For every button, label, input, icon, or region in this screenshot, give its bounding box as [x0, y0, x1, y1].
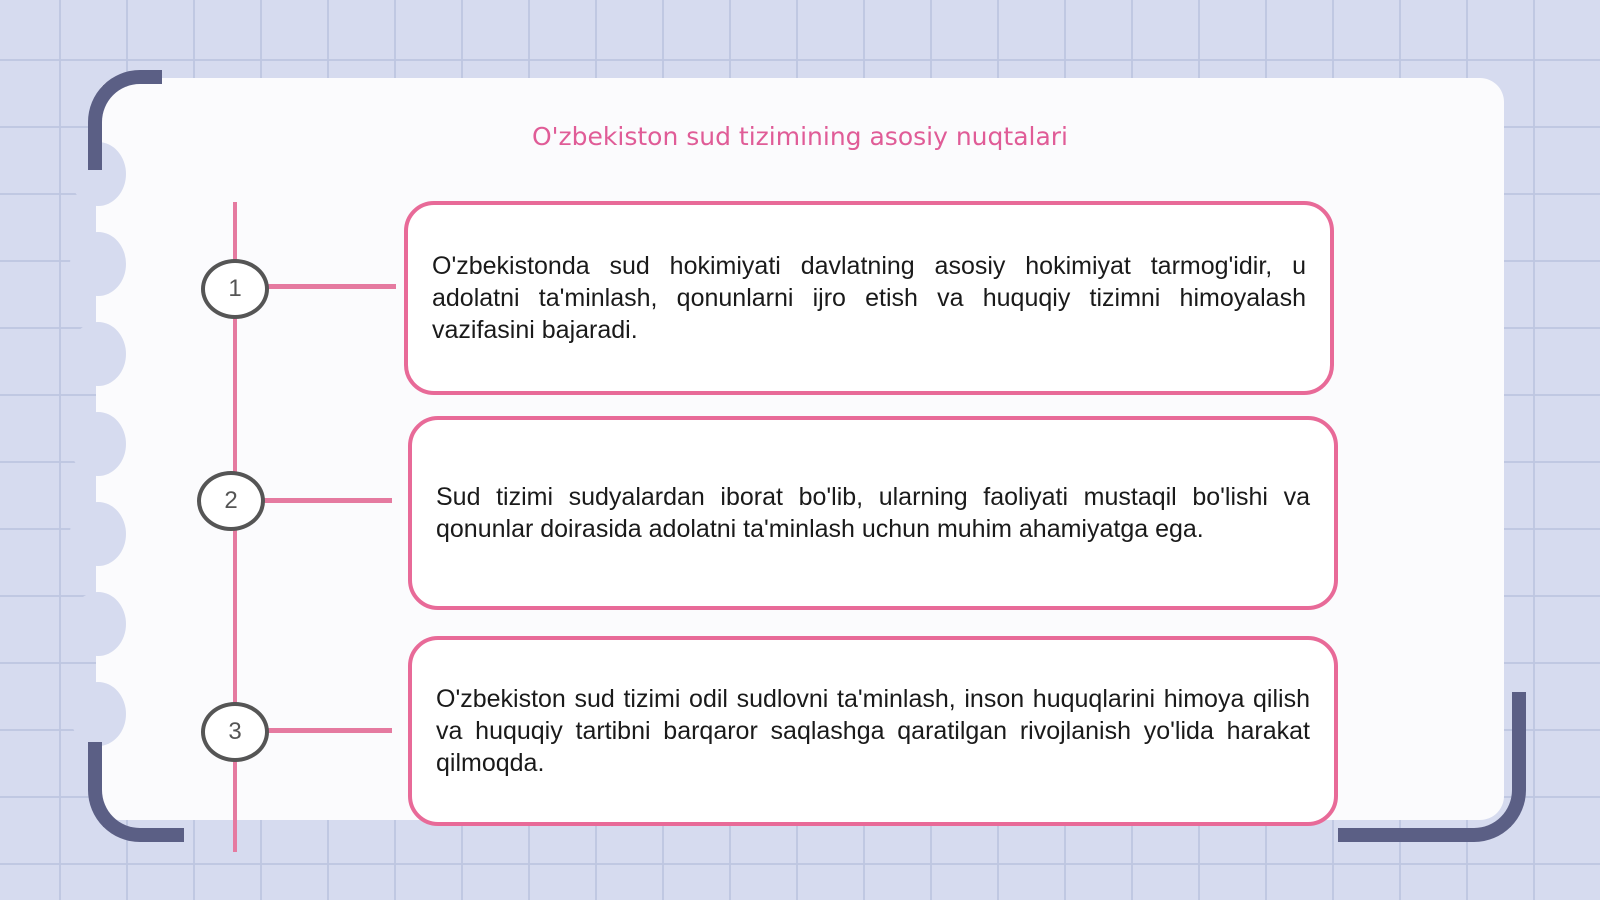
point-text-2: Sud tizimi sudyalardan iborat bo'lib, ularning faoliyati mustaqil bo'lishi va qonunlar doirasida adolatni ta'minlash uchun muhim ahamiyatga ega. [436, 483, 1310, 543]
step-number-3: 3 [201, 702, 269, 762]
point-card-2 [408, 416, 1338, 610]
corner-bracket-bottom-left [88, 742, 184, 842]
paper-scallop [70, 592, 126, 656]
paper-scallop [70, 502, 126, 566]
point-text-3: O'zbekiston sud tizimi odil sudlovni ta'minlash, inson huquqlarini himoya qilish va huquqiy tartibni barqaror saqlashga qaratilgan rivojlanish yo'lida harakat qilmoqda. [436, 685, 1310, 777]
corner-bracket-top-left [88, 70, 162, 170]
step-number-1: 1 [201, 259, 269, 319]
paper-scallop [70, 412, 126, 476]
paper-scallop [70, 322, 126, 386]
paper-scallop [70, 232, 126, 296]
point-card-1 [404, 201, 1334, 395]
point-card-3 [408, 636, 1338, 826]
paper-scallop [70, 682, 126, 746]
point-text-1: O'zbekistonda sud hokimiyati davlatning asosiy hokimiyat tarmog'idir, u adolatni ta'minlash, qonunlarni ijro etish va huquqiy tizimni himoyalash vazifasini bajaradi. [432, 252, 1306, 344]
timeline-connector-1 [268, 284, 396, 289]
timeline-connector-3 [268, 728, 392, 733]
timeline-connector-2 [264, 498, 392, 503]
corner-bracket-bottom-right [1338, 692, 1526, 842]
step-number-2: 2 [197, 471, 265, 531]
slide-title: O'zbekiston sud tizimining asosiy nuqtalari [531, 122, 1069, 151]
